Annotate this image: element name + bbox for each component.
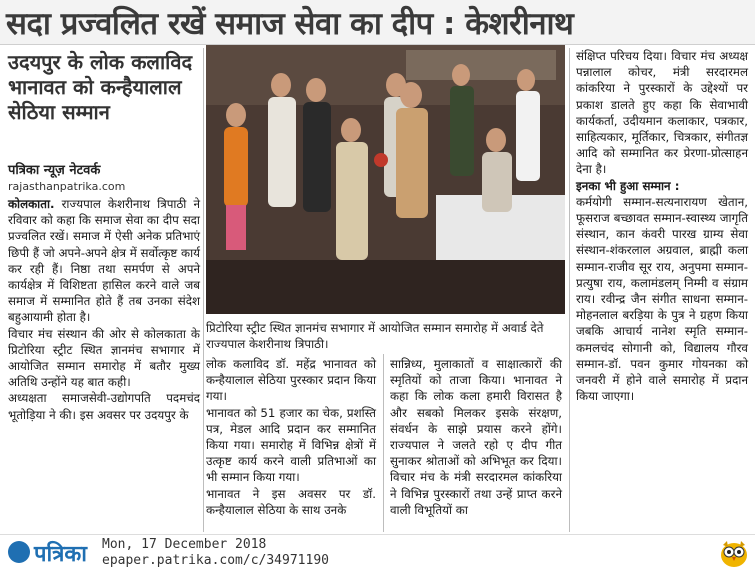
news-photo [206,45,565,314]
col2-paragraph-2: भानावत को 51 हजार का चेक, प्रशस्ति पत्र, मेडल आदि प्रदान कर सम्मानित किया गया। समारोह में विभिन्न क्षेत्रों में उत्कृष्ट कार्य करने वाली प्रतिभाओं का भी सम्मान किया गया। [206,405,376,485]
column-divider [203,48,204,532]
column-divider [569,48,570,532]
byline-agency: पत्रिका न्यूज़ नेटवर्क [8,163,101,178]
col3-paragraph-1: सान्निध्य, मुलाकातों व साक्षात्कारों की स्मृतियों को ताजा किया। भानावत ने कहा कि लोक कला हमारी विरासत है और सबको मिलकर इसके संरक्षण, संवर्धन के साझे प्रयास करने होंगे। राज्यपाल ने जलते रहो ए दीप गीत सुनाकर श्रोताओं को अभिभूत कर दिया। विचार मंच के मंत्री सरदारमल कांकरिया ने विभिन्न पुरस्कारों तथा उन्हें प्राप्त करने वाली विभूतियों का [390,357,562,517]
footer-bar [0,534,755,572]
headline-bar [0,0,755,45]
col4-paragraph-1: संक्षिप्त परिचय दिया। विचार मंच अध्यक्ष पन्नालाल कोचर, मंत्री सरदारमल कांकरिया ने पुरस्कारों के उद्देश्यों पर प्रकाश डालते हुए कहा कि सेवाभावी कार्यकर्ता, उदीयमान कलाकार, पत्रकार, साहित्यकार, मूर्तिकार, चित्रकार, संगीतज्ञ आदि को सम्मानित कर प्रेरणा-प्रोत्साहन देना है। [576,49,748,177]
col4-paragraph-2: कर्मयोगी सम्मान-सत्यनारायण खेतान, फूसराज बच्छावत सम्मान-स्वास्थ्य जागृति संस्थान, कान कंवरी पारख ग्राम्य सेवा संस्थान-शंकरलाल अग्रवाल, ब्राह्मी कला सम्मान-राजीव सूर राय, अनुपमा सम्मान-प्रत्युषा राय, कलामंडलम् निम्मी व संग्राम राय। रवीन्द्र जैन संगीत साधना सम्मान-मोहनलाल बरड़िया के पुत्र ने ग्रहण किया जबकि आचार्य नानेश स्मृति सम्मान-कमलचंद सोगानी को, विद्यालय गौरव सम्मान-डॉ. पवन कुमार गोयनका को जनवरी में होने वाले समारोह में प्रदान किया जाएगा। [576,194,748,404]
byline [8,160,203,193]
col1-paragraph-1: राज्यपाल केशरीनाथ त्रिपाठी ने रविवार को कहा कि समाज सेवा का दीप सदा प्रज्वलित रखें। समाज में ऐसी अनेक प्रतिभाएं छिपी हैं जो अपने-अपने क्षेत्र में सर्वोत्कृष्ट कार्य कर रही हैं। निष्ठा तथा समर्पण से अपने कार्यक्षेत्र में विशिष्टता हासिल करने वाले जब समाज में सम्मानित होते हैं तब उनका संदेश बहुआयामी होता है। [8,197,201,325]
article-column-4 [576,48,748,404]
section-heading: इनका भी हुआ सम्मान : [576,178,680,193]
owl-icon [719,539,749,567]
dateline: कोलकाता. [8,197,55,211]
patrika-logo-text: पत्रिका [34,542,87,567]
article-column-3 [390,356,562,518]
patrika-logo-icon [8,541,30,563]
byline-website: rajasthanpatrika.com [8,180,126,193]
headline: सदा प्रज्वलित रखें समाज सेवा का दीप : केशरीनाथ [6,6,574,42]
col2-paragraph-3: भानावत ने इस अवसर पर डॉ. कन्हैयालाल सेठिया के साथ उनके [206,486,376,517]
col1-paragraph-3: अध्यक्षता समाजसेवी-उद्योगपति पदमचंद भूतोड़िया ने की। इस अवसर पर उदयपुर के [8,391,200,422]
award-ceremony-photo [206,45,565,314]
col1-paragraph-2: विचार मंच संस्थान की ओर से कोलकाता के प्रिटोरिया स्ट्रीट स्थित ज्ञानमंच सभागार में आयोजित सम्मान समारोह में बतौर मुख्य अतिथि उन्होंने यह बात कही। [8,326,200,390]
column-divider [383,354,384,532]
article-column-2 [206,356,376,518]
article-column-1 [8,196,200,423]
col2-paragraph-1: लोक कलाविद डॉ. महेंद्र भानावत को कन्हैयालाल सेठिया पुरस्कार प्रदान किया गया। [206,357,376,404]
photo-caption: प्रिटोरिया स्ट्रीट स्थित ज्ञानमंच सभागार में आयोजित सम्मान समारोह में अवार्ड देते राज्यपाल केशरीनाथ त्रिपाठी। [206,321,544,351]
epaper-url[interactable]: epaper.patrika.com/c/34971190 [102,553,329,568]
subheadline: उदयपुर के लोक कलाविद भानावत को कन्हैयालाल सेठिया सम्मान [8,50,193,124]
edition-date: Mon, 17 December 2018 [102,537,267,552]
